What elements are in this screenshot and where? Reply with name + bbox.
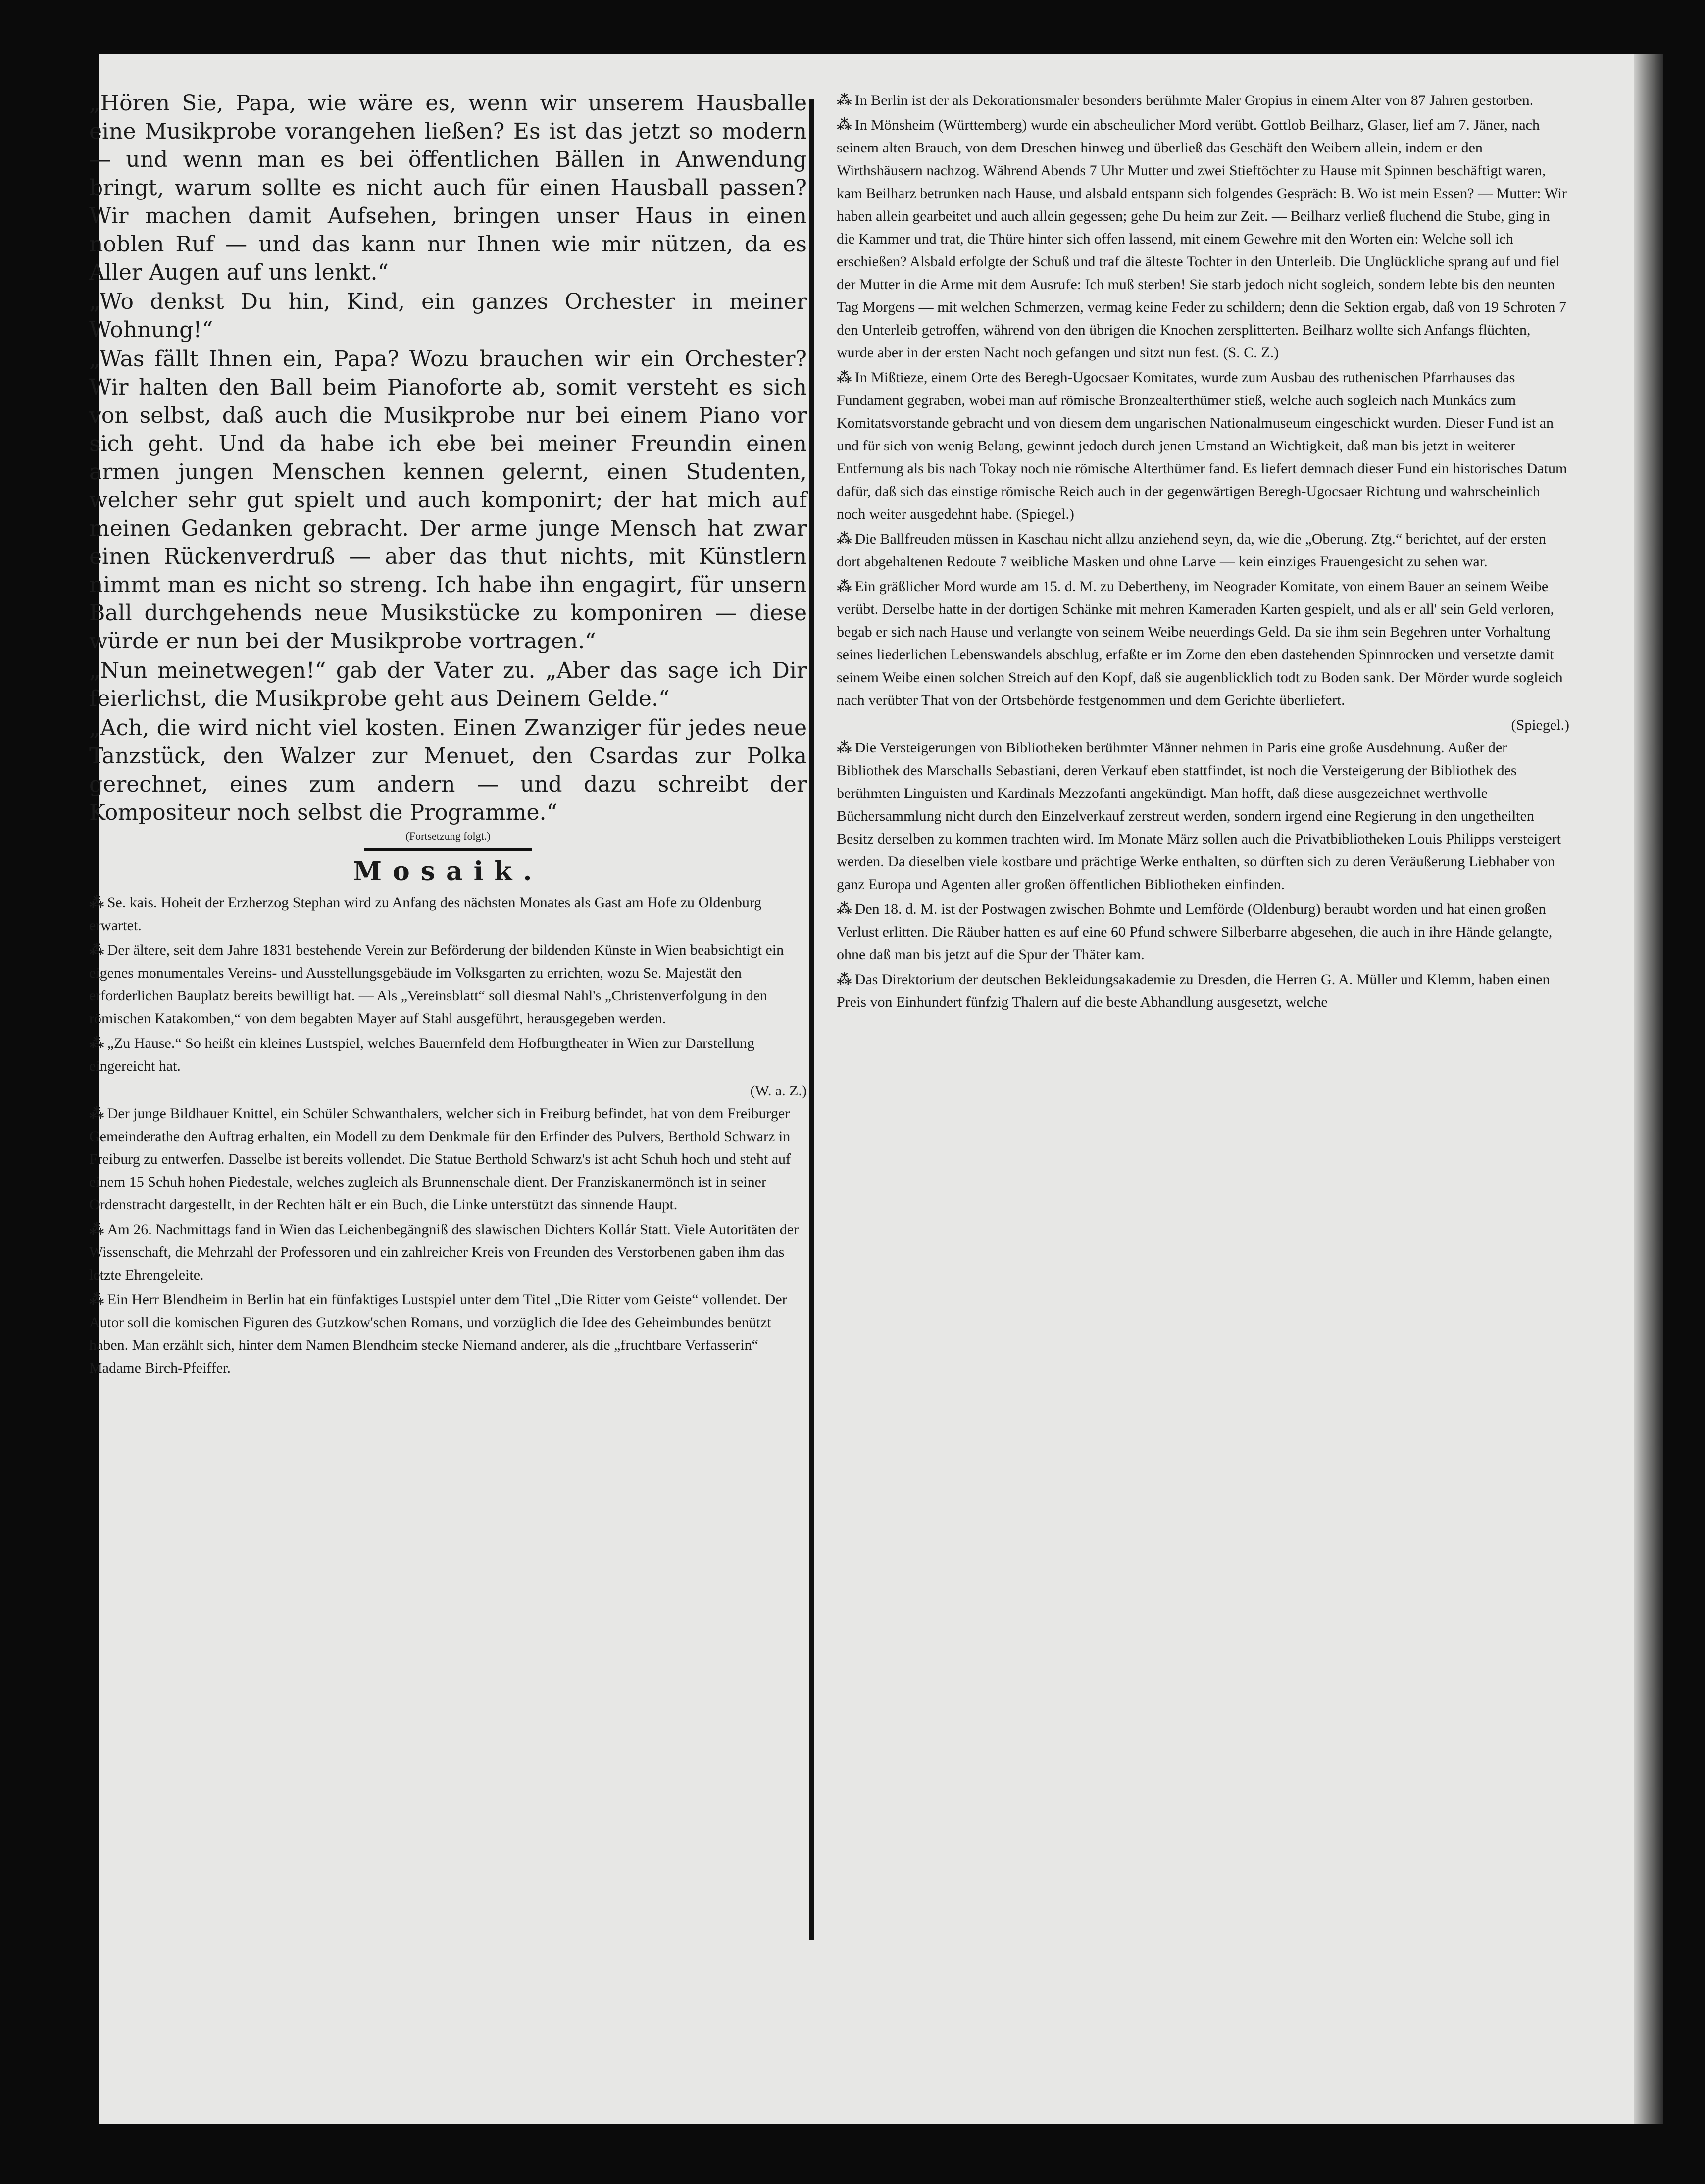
news-item bbox=[837, 89, 1569, 112]
story-paragraph: „Wo denkst Du hin, Kind, ein ganzes Orchester in meiner Wohnung!“ bbox=[89, 289, 807, 343]
asterism-icon: ⁂ bbox=[837, 971, 852, 988]
asterism-icon: ⁂ bbox=[837, 531, 852, 547]
news-text: Der ältere, seit dem Jahre 1831 bestehende Verein zur Beförderung der bildenden Künste in Wien beabsichtigt ein eigenes monumentales Vereins- und Ausstellungsgebäude im Volksgarten zu errichten, wozu Se. Majestät den erforderlichen Bauplatz bereits bewilligt hat. — Als „Vereinsblatt“ soll diesmal Nahl's „Christenverfolgung in den römischen Katakomben,“ von dem begabten Mayer auf Stahl ausgeführt, herausgegeben werden. bbox=[89, 942, 784, 1027]
story-paragraph: „Hören Sie, Papa, wie wäre es, wenn wir unserem Hausballe eine Musikprobe vorangehen ließen? Es ist das jetzt so modern — und wenn man es bei öffentlichen Bällen in Anwendung bringt, warum sollte es nicht auch für einen Hausball passen? Wir machen damit Aufsehen, bringen unser Haus in einen noblen Ruf — und das kann nur Ihnen wie mir nützen, da es Aller Augen auf uns lenkt.“ bbox=[89, 91, 807, 285]
news-item bbox=[837, 968, 1569, 1014]
news-item bbox=[837, 898, 1569, 966]
news-item bbox=[89, 1289, 807, 1380]
news-text: Se. kais. Hoheit der Erzherzog Stephan wird zu Anfang des nächsten Monates als Gast am Hofe zu Oldenburg erwartet. bbox=[89, 894, 762, 934]
asterism-icon: ⁂ bbox=[89, 1221, 104, 1238]
asterism-icon: ⁂ bbox=[837, 578, 852, 595]
news-source: (W. a. Z.) bbox=[750, 1083, 807, 1099]
asterism-icon: ⁂ bbox=[837, 369, 852, 386]
news-item bbox=[837, 575, 1569, 712]
news-source: (S. C. Z.) bbox=[1223, 345, 1279, 361]
asterism-icon: ⁂ bbox=[89, 942, 104, 958]
asterism-icon: ⁂ bbox=[837, 740, 852, 756]
news-item bbox=[837, 737, 1569, 896]
right-column bbox=[837, 89, 1569, 1016]
news-source: (Spiegel.) bbox=[1511, 717, 1569, 733]
news-item bbox=[89, 939, 807, 1030]
news-text: In Mönsheim (Württemberg) wurde ein abscheulicher Mord verübt. Gottlob Beilharz, Glaser, lief am 7. Jäner, nach seinem alten Brauch, von dem Dreschen hinweg und überließ das Geschäft den Weibern allein, indem er den Wirthshäusern nachzog. Während Abends 7 Uhr Mutter und zwei Stieftöchter zu Hause mit Spinnen beschäftigt waren, kam Beilharz betrunken nach Hause, und alsbald entspann sich folgendes Gespräch: B. Wo ist mein Essen? — Mutter: Wir haben allein gearbeitet und auch allein gegessen; gehe Du heim zur Zeit. — Beilharz verließ fluchend die Stube, ging in die Kammer und trat, die Thüre hinter sich offen lassend, mit einem Gewehre mit den Worten ein: Welche soll ich erschießen? Alsbald erfolgte der Schuß und traf die älteste Tochter in den Unterleib. Die Unglückliche sprang auf und fiel der Mutter in die Arme mit dem Ausrufe: Ich muß sterben! Sie starb jedoch nicht sogleich, sondern lebte bis den neunten Tag Morgens — mit welchen Schmerzen, vermag keine Feder zu schildern; denn die Sektion ergab, daß von 19 Schroten 7 den Unterleib getroffen, während von den übrigen die Knochen zersplitterten. Beilharz wollte sich Anfangs flüchten, wurde aber in der ersten Nacht noch gefangen und sitzt nun fest. bbox=[837, 117, 1567, 361]
left-column bbox=[89, 89, 807, 1382]
asterism-icon: ⁂ bbox=[837, 92, 852, 108]
news-item bbox=[89, 1218, 807, 1287]
news-item bbox=[837, 528, 1569, 573]
story-paragraph: „Was fällt Ihnen ein, Papa? Wozu brauchen wir ein Orchester? Wir halten den Ball beim Pianoforte ab, somit versteht es sich von selbst, daß auch die Musikprobe nur bei einem Piano vor sich geht. Und da habe ich ebe bei meiner Freundin einen armen jungen Menschen kennen gelernt, einen Studenten, welcher sehr gut spielt und auch komponirt; der hat mich auf meinen Gedanken gebracht. Der arme junge Mensch hat zwar einen Rückenverdruß — aber das thut nichts, mit Künstlern nimmt man es nicht so streng. Ich habe ihn engagirt, für unsern Ball durchgehends neue Musikstücke zu komponiren — diese würde er nun bei der Musikprobe vortragen.“ bbox=[89, 347, 807, 654]
news-text: In Mißtieze, einem Orte des Beregh-Ugocsaer Komitates, wurde zum Ausbau des ruthenischen Pfarrhauses das Fundament gegraben, wobei man auf römische Bronzealterthümer stieß, welche auch sogleich nach Munkács zum Komitatsvorstande gebracht und von diesem dem ungarischen Nationalmuseum eingeschickt wurden. Dieser Fund ist an und für sich von wenig Belang, gewinnt jedoch durch jenen Umstand an Wichtigkeit, daß man bis jetzt in weiterer Entfernung als bis nach Tokay noch nie römische Alterthümer fand. Es liefert demnach dieser Fund ein historisches Datum dafür, daß sich das einstige römische Reich auch in der gegenwärtigen Beregh-Ugocsaer Richtung und wahrscheinlich noch weiter ausgedehnt habe. bbox=[837, 369, 1567, 522]
news-text: Das Direktorium der deutschen Bekleidungsakademie zu Dresden, die Herren G. A. Müller und Klemm, haben einen Preis von Einhundert fünfzig Thalern auf die beste Abhandlung ausgesetzt, welche bbox=[837, 971, 1550, 1010]
asterism-icon: ⁂ bbox=[837, 901, 852, 917]
asterism-icon: ⁂ bbox=[89, 894, 104, 911]
news-text: Am 26. Nachmittags fand in Wien das Leichenbegängniß des slawischen Dichters Kollár Statt. Viele Autoritäten der Wissenschaft, die Mehrzahl der Professoren und ein zahlreicher Kreis von Freunden des Verstorbenen gaben ihm das letzte Ehrengeleite. bbox=[89, 1221, 799, 1283]
column-rule bbox=[809, 99, 814, 1940]
news-text: „Zu Hause.“ So heißt ein kleines Lustspiel, welches Bauernfeld dem Hofburgtheater in Wien zur Darstellung eingereicht hat. bbox=[89, 1035, 755, 1074]
asterism-icon: ⁂ bbox=[837, 117, 852, 133]
news-item bbox=[89, 1032, 807, 1078]
news-item bbox=[837, 366, 1569, 526]
story-paragraph: „Ach, die wird nicht viel kosten. Einen Zwanziger für jedes neue Tanzstück, den Walzer zur Menuet, den Csardas zur Polka gerechnet, eines zum andern — und dazu schreibt der Kompositeur noch selbst die Programme.“ bbox=[89, 715, 807, 825]
news-text: Ein gräßlicher Mord wurde am 15. d. M. zu Debertheny, im Neograder Komitate, von einem Bauer an seinem Weibe verübt. Derselbe hatte in der dortigen Schänke mit mehren Kameraden Karten gespielt, und als er all' sein Geld verloren, begab er sich nach Hause und verlangte von seinem Weibe neuerdings Geld. Da sie ihm sein Begehren unter Vorhaltung seines liederlichen Lebenswandels abschlug, erfaßte er im Zorne den eben dastehenden Spinnrocken und versetzte damit seinem Weibe einen solchen Streich auf den Kopf, daß sie augenblicklich todt zu Boden sank. Der Mörder wurde sogleich nach verübter That von der Ortsbehörde festgenommen und dem Gerichte überliefert. bbox=[837, 578, 1563, 708]
page-edge-shadow bbox=[1634, 54, 1663, 2124]
news-text: Den 18. d. M. ist der Postwagen zwischen Bohmte und Lemförde (Oldenburg) beraubt worden und hat einen großen Verlust erlitten. Die Räuber hatten es auf eine 60 Pfund schwere Silberbarre abgesehen, die auch in ihre Hände gelangte, ohne daß man bis jetzt auf die Spur der Thäter kam. bbox=[837, 901, 1553, 963]
asterism-icon: ⁂ bbox=[89, 1105, 104, 1122]
news-text: Die Versteigerungen von Bibliotheken berühmter Männer nehmen in Paris eine große Ausdehnung. Außer der Bibliothek des Marschalls Sebastiani, deren Verkauf eben stattfindet, ist noch die Versteigerung der Bibliothek des berühmten Linguisten und Kardinals Mezzofanti angekündigt. Man hofft, daß diese ausgezeichnet werthvolle Büchersammlung nicht durch den Einzelverkauf zerstreut werden, sondern irgend eine Regierung in den ungetheilten Besitz derselben zu kommen trachten wird. Im Monate März sollen auch die Privatbibliotheken Louis Philipps versteigert werden. Da dieselben viele kostbare und prächtige Werke enthalten, so dürften sich zu deren Veräußerung Liebhaber von ganz Europa und Agenten aller großen öffentlichen Bibliotheken einfinden. bbox=[837, 740, 1561, 893]
continuation-note: (Fortsetzung folgt.) bbox=[405, 830, 491, 842]
news-item bbox=[89, 1102, 807, 1216]
news-text: In Berlin ist der als Dekorationsmaler besonders berühmte Maler Gropius in einem Alter von 87 Jahren gestorben. bbox=[854, 92, 1534, 108]
news-text: Ein Herr Blendheim in Berlin hat ein fünfaktiges Lustspiel unter dem Titel „Die Ritter vom Geiste“ vollendet. Der Autor soll die komischen Figuren des Gutzkow'schen Romans, und vorzüglich die Idee des Geheimbundes benützt haben. Man erzählt sich, hinter dem Namen Blendheim stecke Niemand anderer, als die „fruchtbare Verfasserin“ Madame Birch-Pfeiffer. bbox=[89, 1291, 787, 1376]
news-source: (Spiegel.) bbox=[1016, 506, 1074, 522]
news-text: Die Ballfreuden müssen in Kaschau nicht allzu anziehend seyn, da, wie die „Oberung. Ztg.“ berichtet, auf der ersten dort abgehaltenen Redoute 7 weibliche Masken und ohne Larve — kein einziges Frauengesicht zu sehen war. bbox=[837, 531, 1546, 570]
asterism-icon: ⁂ bbox=[89, 1035, 104, 1051]
news-item bbox=[89, 892, 807, 937]
news-text: Der junge Bildhauer Knittel, ein Schüler Schwanthalers, welcher sich in Freiburg befindet, hat von dem Freiburger Gemeinderathe den Auftrag erhalten, ein Modell zu dem Denkmale für den Erfinder des Pulvers, Berthold Schwarz in Freiburg zu entwerfen. Dasselbe ist bereits vollendet. Die Statue Berthold Schwarz's ist acht Schuh hoch und steht auf einem 15 Schuh hohen Piedestale, welches zugleich als Brunnenschale dient. Der Franziskanermönch ist in seiner Ordenstracht dargestellt, in der Rechten hält er ein Buch, die Linke unterstützt das sinnende Haupt. bbox=[89, 1105, 791, 1213]
asterism-icon: ⁂ bbox=[89, 1291, 104, 1308]
story-paragraph: „Nun meinetwegen!“ gab der Vater zu. „Aber das sage ich Dir feierlichst, die Musikprobe geht aus Deinem Gelde.“ bbox=[89, 658, 807, 711]
section-divider bbox=[364, 848, 532, 851]
news-item bbox=[837, 114, 1569, 364]
section-title: Mosaik. bbox=[353, 856, 543, 887]
serial-story bbox=[89, 89, 807, 827]
